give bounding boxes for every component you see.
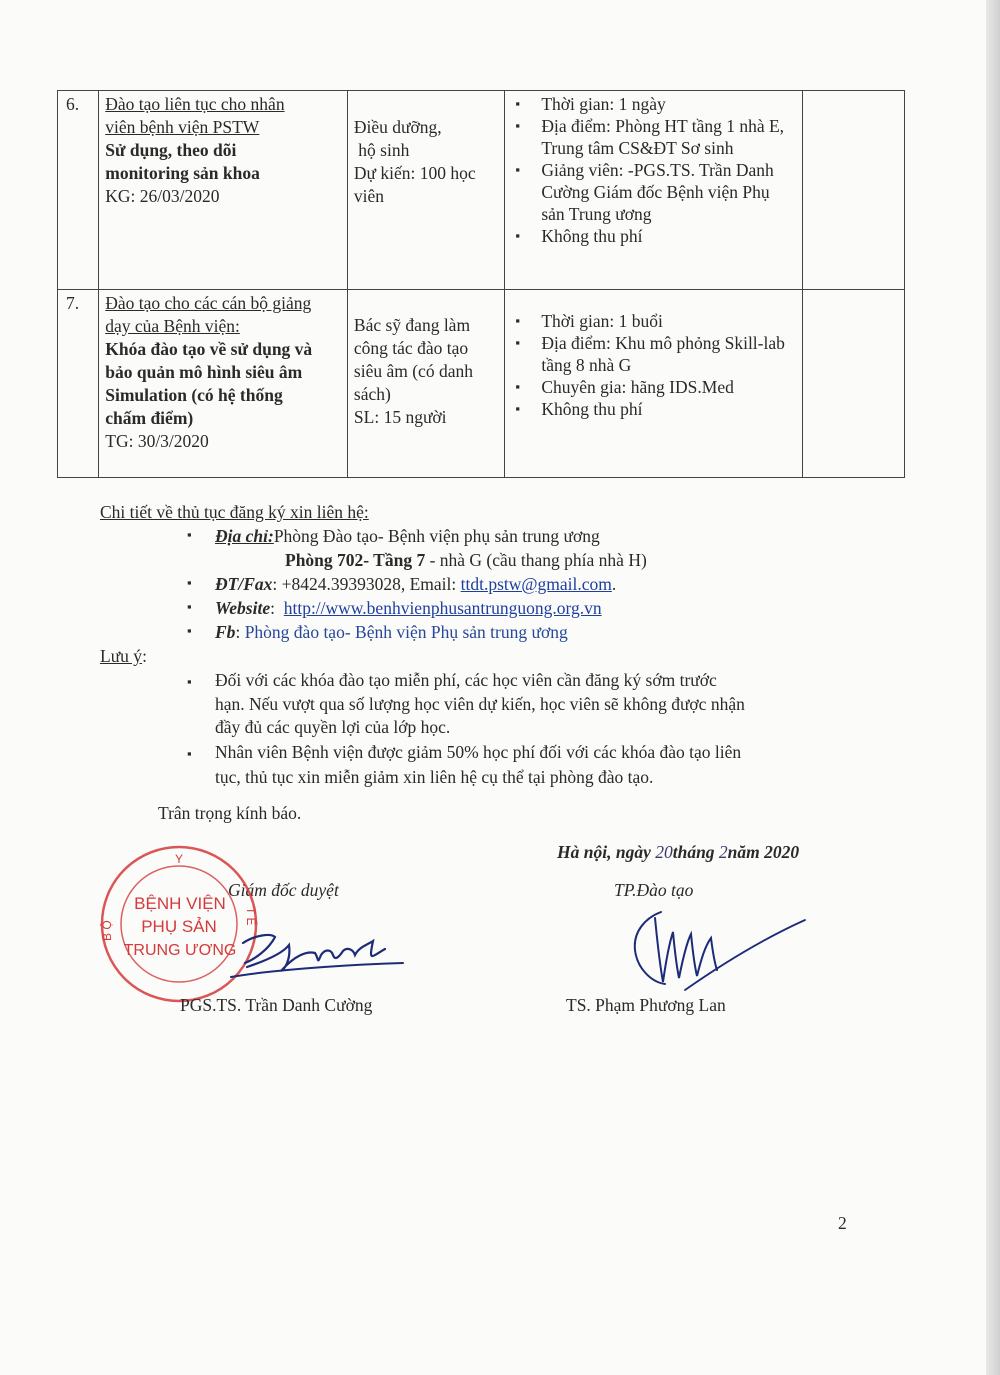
website-link[interactable]: http://www.benhvienphusantrunguong.org.vn <box>283 598 602 618</box>
details-cell <box>505 91 803 290</box>
note-cell <box>802 91 904 290</box>
list-item: ▪ Giảng viên: -PGS.TS. Trần Danh Cường Giám đốc Bệnh viện Phụ sản Trung ương <box>511 159 796 225</box>
room-value: Phòng 702- Tầng 7 <box>285 550 426 570</box>
date-month: 2 <box>718 842 728 862</box>
course-name-cell <box>99 290 348 478</box>
course-name-cell <box>99 91 348 290</box>
date-line <box>557 842 799 863</box>
course-category: dạy của Bệnh viện: <box>105 316 240 336</box>
list-item: ▪ Thời gian: 1 ngày <box>511 93 796 115</box>
stamp-line2: PHỤ SẢN <box>141 917 217 936</box>
scan-edge <box>986 0 1000 1375</box>
course-title: monitoring sản khoa <box>105 163 260 183</box>
right-signer-name: TS. Phạm Phương Lan <box>566 995 726 1015</box>
email-end: . <box>611 574 617 594</box>
participants-cell <box>347 91 504 290</box>
note-line: tục, thủ tục xin miễn giảm xin liên hệ cụ thể tại phòng đào tạo. <box>215 767 654 787</box>
note-heading-text: Lưu ý <box>100 646 143 666</box>
fb-label: Fb <box>215 622 236 642</box>
note-item <box>215 740 741 790</box>
list-item: ▪ Không thu phí <box>511 398 796 420</box>
note-heading <box>100 646 147 667</box>
stamp-line1: BỆNH VIỆN <box>134 894 226 913</box>
address-label: Địa chỉ: <box>215 526 274 546</box>
address-value: Phòng Đào tạo- Bệnh viện phụ sản trung ương <box>273 526 600 546</box>
date-month-label: tháng <box>672 842 719 862</box>
course-category: Đào tạo liên tục cho nhân <box>105 94 285 114</box>
website-sep: : <box>270 598 284 618</box>
note-item <box>215 669 745 740</box>
stamp-line3: TRUNG ƯƠNG <box>123 942 237 959</box>
course-title: chấm điểm) <box>105 408 194 428</box>
course-table <box>57 90 905 478</box>
participants-line: SL: 15 người <box>353 407 447 427</box>
contact-facebook <box>215 622 568 643</box>
list-item: ▪ Không thu phí <box>511 225 796 247</box>
participants-line: viên <box>353 186 385 206</box>
note-cell <box>802 290 904 478</box>
contact-address <box>215 526 600 547</box>
contact-phone <box>215 574 616 595</box>
course-title: bảo quản mô hình siêu âm <box>105 362 303 382</box>
closing-text: Trân trọng kính báo. <box>158 803 302 823</box>
email-link[interactable]: ttdt.pstw@gmail.com <box>460 574 612 594</box>
contact-heading: Chi tiết về thủ tục đăng ký xin liên hệ: <box>100 502 369 522</box>
contact-address-line2 <box>285 550 647 571</box>
date-prefix: Hà nội, ngày <box>557 842 656 862</box>
stamp-ring-top: Y <box>174 852 184 866</box>
list-item: ▪ Địa điểm: Khu mô phỏng Skill-lab tầng 8 nhà G <box>511 332 796 376</box>
table-row <box>58 91 905 290</box>
note-line: đầy đủ các quyền lợi của lớp học. <box>215 717 451 737</box>
participants-line: Dự kiến: 100 học <box>353 163 476 183</box>
course-category: Đào tạo cho các cán bộ giảng <box>105 293 312 313</box>
note-line: ▪ Đối với các khóa đào tạo miễn phí, các học viên cần đăng ký sớm trước <box>215 670 717 690</box>
participants-line: công tác đào tạo <box>353 338 469 358</box>
phone-value: : +8424.39393028, Email: <box>272 574 461 594</box>
left-signature <box>225 915 415 990</box>
participants-cell <box>347 290 504 478</box>
course-title: Sử dụng, theo dõi <box>105 140 237 160</box>
row-number: 7. <box>58 290 99 478</box>
course-category: viên bệnh viện PSTW <box>105 117 260 137</box>
note-line: hạn. Nếu vượt qua số lượng học viên dự kiến, học viên sẽ không được nhận <box>215 693 745 714</box>
building-value: - nhà G (cầu thang phía nhà H) <box>425 550 647 570</box>
table-row <box>58 290 905 478</box>
note-line: ▪ Nhân viên Bệnh viện được giảm 50% học phí đối với các khóa đào tạo liên <box>215 742 742 762</box>
right-sign-title: TP.Đào tạo <box>614 880 694 900</box>
list-item: ▪ Chuyên gia: hãng IDS.Med <box>511 376 796 398</box>
left-signer-name: PGS.TS. Trần Danh Cường <box>180 995 373 1015</box>
contact-website <box>215 598 602 619</box>
course-title: Khóa đào tạo về sử dụng và <box>105 339 313 359</box>
page-number: 2 <box>838 1213 847 1233</box>
details-cell <box>505 290 803 478</box>
list-item: ▪ Thời gian: 1 buổi <box>511 310 796 332</box>
list-item: ▪ Địa điểm: Phòng HT tầng 1 nhà E, Trung tâm CS&ĐT Sơ sinh <box>511 115 796 159</box>
left-sign-title: Giám đốc duyệt <box>228 880 339 900</box>
note-heading-end: : <box>142 646 147 666</box>
phone-label: ĐT/Fax <box>215 574 273 594</box>
date-year: năm 2020 <box>727 842 800 862</box>
website-label: Website <box>215 598 271 618</box>
course-date: KG: 26/03/2020 <box>105 186 220 206</box>
stamp-ring-right: T Ế <box>244 907 258 926</box>
fb-sep: : <box>235 622 245 642</box>
date-day: 20 <box>655 842 673 862</box>
participants-line: Điều dưỡng, <box>353 117 442 137</box>
participants-line: siêu âm (có danh <box>353 361 473 381</box>
right-signature <box>625 898 815 998</box>
participants-line: Bác sỹ đang làm <box>353 315 471 335</box>
participants-line: hộ sinh <box>353 140 410 160</box>
course-title: Simulation (có hệ thống <box>105 385 283 405</box>
participants-line: sách) <box>353 384 391 404</box>
row-number: 6. <box>58 91 99 290</box>
stamp-ring-left: B Ộ <box>100 920 114 941</box>
fb-link[interactable]: Phòng đào tạo- Bệnh viện Phụ sản trung ương <box>244 622 568 642</box>
course-date: TG: 30/3/2020 <box>105 431 209 451</box>
